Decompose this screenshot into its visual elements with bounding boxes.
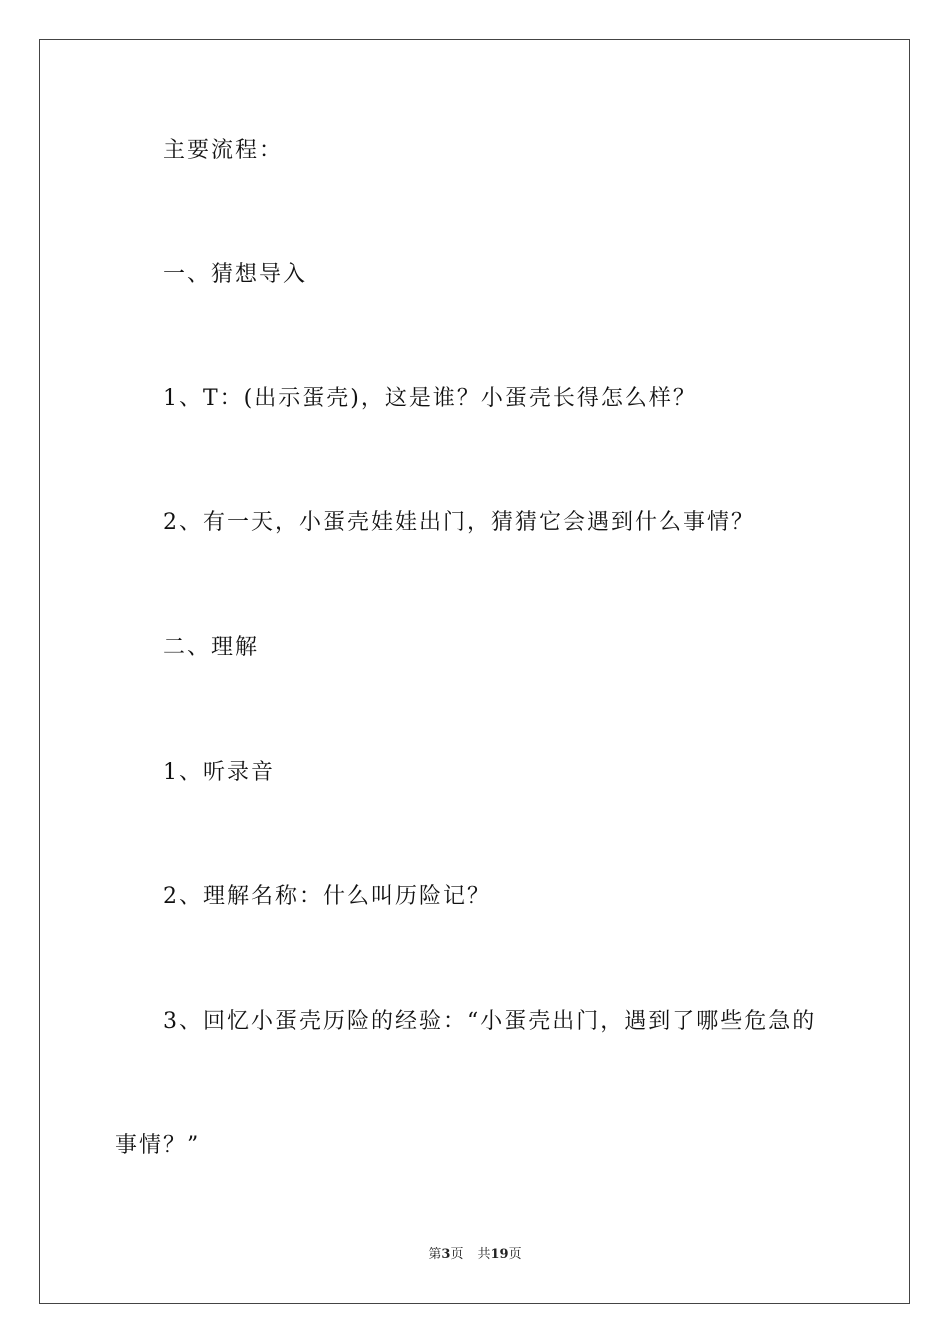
paragraph-item-listen: 1、听录音 <box>163 760 275 785</box>
paragraph-item-recall-continued: 事情？” <box>115 1133 201 1158</box>
paragraph-item-2: 2、有一天，小蛋壳娃娃出门，猜猜它会遇到什么事情？ <box>163 510 755 535</box>
paragraph-item-recall: 3、回忆小蛋壳历险的经验：“小蛋壳出门，遇到了哪些危急的 <box>163 1009 817 1034</box>
section-heading-main-process: 主要流程： <box>163 138 284 163</box>
footer-page-number: 3 <box>441 1247 451 1262</box>
section-heading-understand: 二、理解 <box>163 635 260 660</box>
footer-total-pages: 19 <box>490 1247 509 1262</box>
paragraph-item-1: 1、T：(出示蛋壳)，这是谁？小蛋壳长得怎么样？ <box>163 386 697 411</box>
page-footer <box>0 1246 950 1264</box>
footer-page-prefix: 第 <box>428 1247 442 1262</box>
paragraph-item-name: 2、理解名称：什么叫历险记？ <box>163 884 491 909</box>
footer-total-suffix: 页 <box>508 1247 522 1262</box>
page-frame <box>39 39 910 1304</box>
section-heading-guess-intro: 一、猜想导入 <box>163 262 308 287</box>
footer-total-prefix: 共 <box>477 1247 491 1262</box>
footer-page-suffix: 页 <box>450 1247 464 1262</box>
